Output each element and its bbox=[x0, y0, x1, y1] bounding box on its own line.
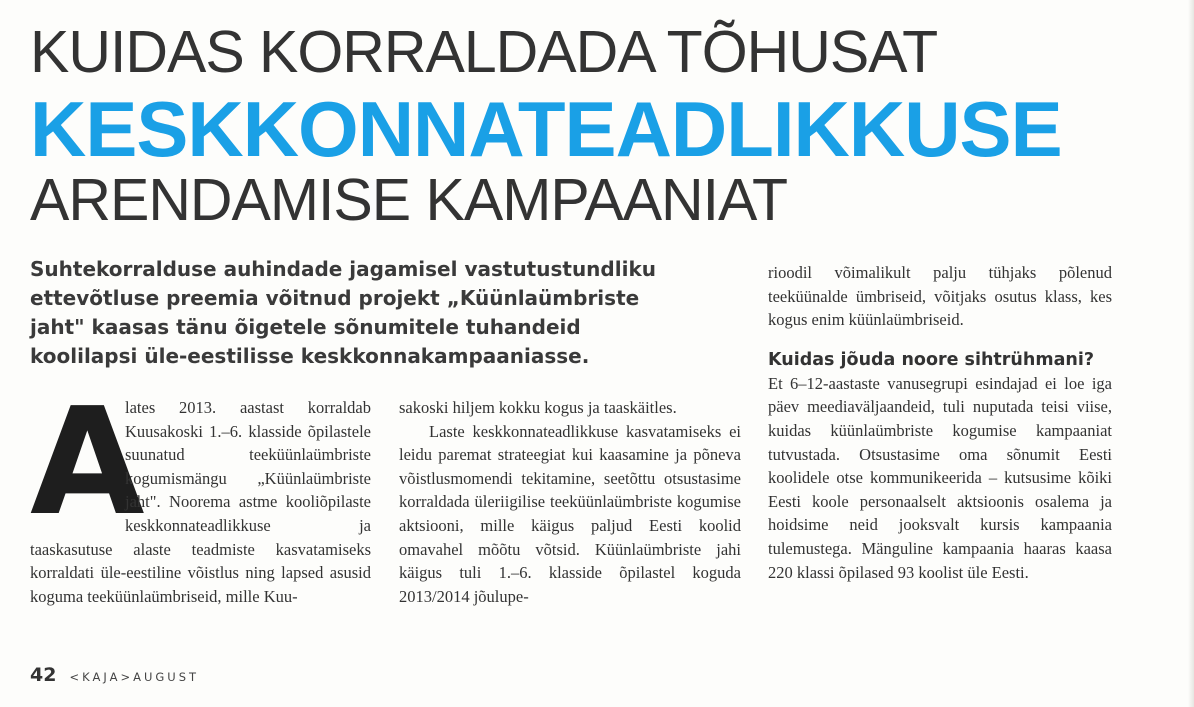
headline-line-2: KESKKONNATEADLIKKUSE bbox=[30, 85, 1062, 173]
headline-line-1: KUIDAS KORRALDADA TÕHUSAT bbox=[30, 19, 938, 85]
drop-cap: A bbox=[30, 376, 145, 548]
page-footer bbox=[30, 664, 199, 686]
page-number: 42 bbox=[30, 664, 57, 686]
headline-line-3: ARENDAMISE KAMPAANIAT bbox=[30, 167, 788, 233]
column-3-paragraph-1: rioodil võimalikult palju tühjaks põlenud teeküünalde ümbriseid, võitjaks osutus klass, kes kogus enim küünlaümbriseid. bbox=[768, 263, 1112, 330]
magazine-issue-label: <KAJA>AUGUST bbox=[69, 670, 200, 684]
article-column-3 bbox=[768, 261, 1112, 584]
column-1-text: lates 2013. aastast korraldab Kuusakoski 1.–6. klasside õpilastele suunatud teeküünlaümbriste kogumismängu „Küünlaümbriste jaht". Noorema astme kooliõpilaste keskkonnateadlikkuse ja taaskasutuse alaste teadmiste kasvatamiseks korraldati üle-eestiline võistlus ning lapsed asusid koguma teeküünlaümbriseid, mille Kuu- bbox=[30, 398, 371, 606]
column-2-paragraph-1: sakoski hiljem kokku kogus ja taaskäitles. bbox=[399, 398, 677, 417]
article-column-1 bbox=[30, 376, 371, 608]
column-2-paragraph-2: Laste keskkonnateadlikkuse kasvatamiseks ei leidu paremat strateegiat kui kaasamine ja põneva võistlusmomendi tekitamine, seetõttu otsustasime korraldada üleriigilise teeküünlaümbriste kogumise aktsiooni, mille käigus paljud Eesti koolid omavahel mõõtu võtsid. Küünlaümbriste jahi käigus tuli 1.–6. klasside õpilastel koguda 2013/2014 jõulupe- bbox=[399, 421, 741, 606]
article-column-2 bbox=[399, 396, 741, 608]
lead-paragraph: Suhtekorralduse auhindade jagamisel vastutustundliku ettevõtluse preemia võitnud projekt „Küünlaümbriste jaht" kaasas tänu õigetele sõnumitele tuhandeid koolilapsi üle-eestilisse keskkonnakampaaniasse. bbox=[30, 257, 656, 368]
section-subheading: Kuidas jõuda noore sihtrühmani? bbox=[768, 349, 1094, 370]
page-edge-shadow bbox=[1188, 0, 1194, 707]
column-3-paragraph-2: Et 6–12-aastaste vanusegrupi esindajad ei loe iga päev meediaväljaandeid, tuli nuputada teisi viise, kuidas küünlaümbriste kogumise kampaaniat tutvustada. Otsustasime oma sõnumit Eesti koolidele otse kommunikeerida – kutsusime kõiki Eesti koole personaalselt aktsioonis osalema ja hoidsime neid jooksvalt kursis kampaania tulemustega. Mänguline kampaania haaras kaasa 220 klassi õpilased 93 koolist üle Eesti. bbox=[768, 373, 1112, 582]
